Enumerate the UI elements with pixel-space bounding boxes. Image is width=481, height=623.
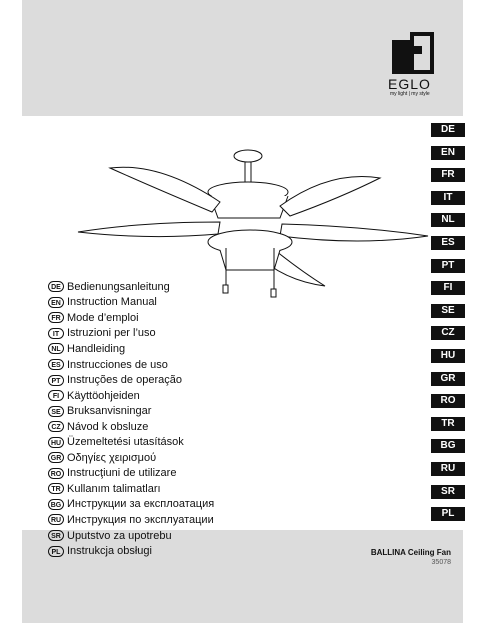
language-code: DE [431, 123, 465, 137]
manual-title: Kullanım talimatları [67, 482, 161, 495]
list-item [48, 372, 348, 388]
eglo-logo-icon [392, 32, 434, 74]
language-badge: FI [48, 390, 64, 401]
brand-tagline: my light | my style [390, 91, 430, 97]
language-badge: NL [48, 343, 64, 354]
language-code: NL [431, 213, 465, 227]
list-item [48, 497, 348, 513]
language-badge: RU [48, 514, 64, 525]
language-badge: SR [48, 530, 64, 541]
manual-title: Üzemeltetési utasítások [67, 436, 184, 449]
language-code: ES [431, 236, 465, 250]
language-code: RO [431, 394, 465, 408]
language-code: CZ [431, 326, 465, 340]
language-code: PL [431, 507, 465, 521]
manual-title: Инструкции за експлоатация [67, 498, 215, 511]
list-item [48, 466, 348, 482]
language-code: BG [431, 439, 465, 453]
list-item [48, 279, 348, 295]
language-code: IT [431, 191, 465, 205]
language-code: TR [431, 417, 465, 431]
manual-title: Käyttöohjeiden [67, 389, 140, 402]
language-code-column [431, 123, 465, 530]
language-badge: TR [48, 483, 64, 494]
manual-title: Handleiding [67, 342, 126, 355]
language-badge: FR [48, 312, 64, 323]
list-item [48, 310, 348, 326]
language-badge: HU [48, 437, 64, 448]
manual-title: Инструкция по эксплуатации [67, 513, 214, 526]
list-item [48, 450, 348, 466]
product-code: 35078 [431, 559, 451, 566]
list-item [48, 295, 348, 311]
language-code: EN [431, 146, 465, 160]
language-badge: ES [48, 359, 64, 370]
brand-name: EGLO [388, 76, 431, 92]
language-code: GR [431, 372, 465, 386]
list-item [48, 357, 348, 373]
manual-title: Instruções de operação [67, 374, 182, 387]
language-code: FR [431, 168, 465, 182]
manual-title: Návod k obsluze [67, 420, 149, 433]
manual-title: Bruksanvisningar [67, 405, 152, 418]
language-code: RU [431, 462, 465, 476]
language-badge: EN [48, 297, 64, 308]
language-code: FI [431, 281, 465, 295]
manual-title: Οδηγίες χειρισμού [67, 451, 157, 464]
list-item [48, 512, 348, 528]
list-item [48, 481, 348, 497]
list-item [48, 434, 348, 450]
language-badge: IT [48, 328, 64, 339]
manual-language-list [48, 279, 348, 559]
product-name: BALLINA Ceiling Fan [370, 548, 451, 557]
language-code: HU [431, 349, 465, 363]
list-item [48, 388, 348, 404]
language-badge: CZ [48, 421, 64, 432]
list-item [48, 419, 348, 435]
language-code: SE [431, 304, 465, 318]
manual-title: Bedienungsanleitung [67, 280, 170, 293]
list-item [48, 326, 348, 342]
language-badge: PL [48, 546, 64, 557]
language-code: PT [431, 259, 465, 273]
language-badge: PT [48, 375, 64, 386]
list-item [48, 341, 348, 357]
language-code: SR [431, 485, 465, 499]
manual-title: Instruction Manual [67, 296, 157, 309]
manual-title: Istruzioni per l’uso [67, 327, 156, 340]
language-badge: BG [48, 499, 64, 510]
list-item [48, 403, 348, 419]
language-badge: GR [48, 452, 64, 463]
language-badge: RO [48, 468, 64, 479]
language-badge: SE [48, 406, 64, 417]
manual-title: Instrukcja obsługi [67, 545, 152, 558]
manual-title: Mode d’emploi [67, 311, 139, 324]
list-item [48, 528, 348, 544]
language-badge: DE [48, 281, 64, 292]
manual-title: Instrucciones de uso [67, 358, 168, 371]
list-item [48, 543, 348, 559]
manual-title: Instrucţiuni de utilizare [67, 467, 177, 480]
manual-title: Uputstvo za upotrebu [67, 529, 172, 542]
